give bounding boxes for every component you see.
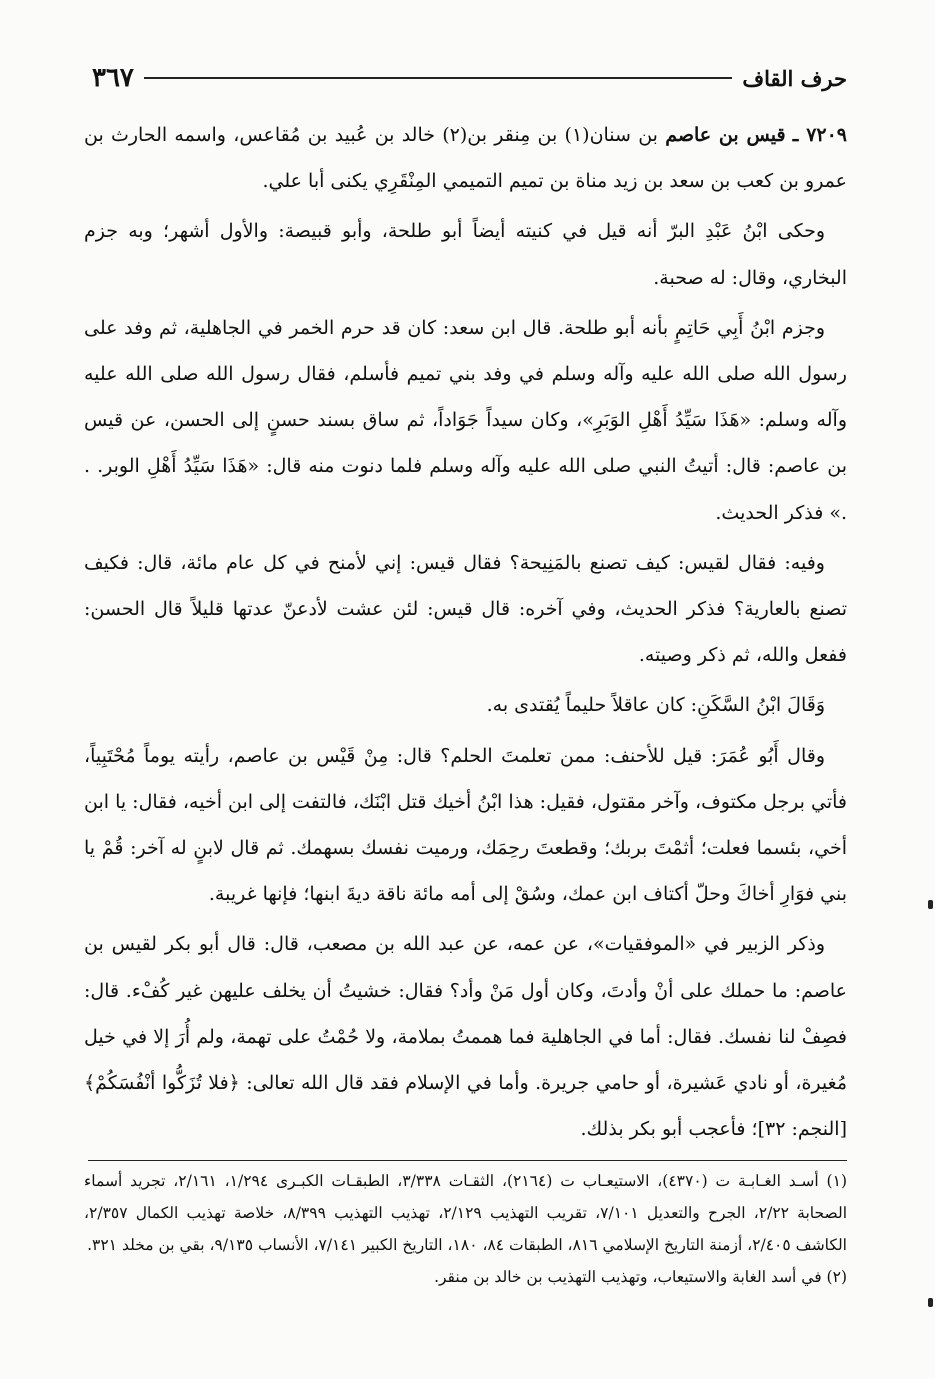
entry-name: قيس بن عاصم — [665, 124, 786, 146]
paragraph: وجزم ابْنُ أَبِي حَاتِمٍ بأنه أبو طلحة. قال ابن سعد: كان قد حرم الخمر في الجاهلية، ثم وفد على رسول الله صلى الله عليه وآله وسلم في وفد بني تميم فأسلم، فقال رسول الله صلى الله عليه وآله وسلم: «هَذَا سَيِّدُ أَهْلِ الوَبَرِ»، وكان سيداً جَوَاداً، ثم ساق بسند حسنٍ إلى الحسن، عن قيس بن عاصم: قال: أتيتُ النبي صلى الله عليه وآله وسلم فلما دنوت منه قال: «هَذَا سَيِّدُ أَهْلِ الوبر. . .» فذكر الحديث. — [84, 316, 847, 524]
header-rule — [144, 77, 732, 79]
paragraph: وذكر الزبير في «الموفقيات»، عن عمه، عن عبد الله بن مصعب، قال: قال أبو بكر لقيس بن عاصم: ما حملك على أنْ وأدتَ، وكان أول مَنْ وأد؟ فقال: خشيتُ أن يخلف عليهن غير كُفْء. قال: فصِفْ لنا نفسك. فقال: أما في الجاهلية فما هممتُ بملامة، ولا حُمْتُ على تهمة، ولم أُرَ إلا في خيل مُغيرة، أو نادي عَشيرة، أو حامي جريرة. وأما في الإسلام فقد قال الله تعالى: ﴿فلا تُزَكُّوا أنْفُسَكُمْ﴾ [النجم: ٣٢]؛ فأعجب أبو بكر بذلك. — [84, 933, 847, 1141]
footnote: (٢) في أسد الغابة والاستيعاب، وتهذيب التهذيب بن خالد بن منقر. — [434, 1268, 847, 1286]
page-number: ٣٦٧ — [92, 63, 134, 93]
paragraph: وفيه: فقال لقيس: كيف تصنع بالمَنِيحة؟ فقال قيس: إني لأمنح في كل عام مائة، قال: فكيف تصنع بالعارية؟ فذكر الحديث، وفي آخره: قال قيس: لئن عشت لأدعنّ عدتها قليلاً قال الحسن: ففعل والله، ثم ذكر وصيته. — [84, 551, 847, 667]
footnotes — [84, 1165, 847, 1293]
paragraph: وَقَالَ ابْنُ السَّكَنِ: كان عاقلاً حليماً يُقتدى به. — [486, 694, 825, 717]
margin-mark — [928, 900, 933, 909]
entry-paragraph — [84, 112, 847, 204]
entry-number: ٧٢٠٩ ـ — [792, 124, 848, 146]
footnote-divider — [88, 1160, 847, 1161]
page-header — [92, 58, 847, 98]
paragraph: وقال أَبُو عُمَرَ: قيل للأحنف: ممن تعلمتَ الحلم؟ قال: مِنْ قَيْس بن عاصم، رأيته يوماً مُحْتَبِياً، فأتي برجل مكتوف، وآخر مقتول، فقيل: هذا ابْنُ أخيك قتل ابْنَك، فالتفت إلى ابن أخيه، فقال: يا ابن أخي، بئسما فعلت؛ أثمْتَ بربك؛ وقطعتَ رحِمَك، ورميت نفسك بسهمك. ثم قال لابنٍ له آخر: قُمْ يا بني فوَارِ أخاكَ وحلّ أكتاف ابن عمك، وسُقْ إلى أمه مائة ناقة ديةَ ابنها؛ فإنها غريبة. — [84, 744, 847, 906]
footnote: (١) أسـد الغـابـة ت (٤٣٧٠)، الاستيعـاب ت (٢١٦٤)، الثقـات ٣/٣٣٨، الطبقـات الكبـرى ١/٢٩٤، ٢/١٦١، تجريد أسماء الصحابة ٢/٢٢، الجرح والتعديل ٧/١٠١، تقريب التهذيب ٢/١٢٩، تهذيب التهذيب ٨/٣٩٩، خلاصة تهذيب الكمال ٢/٣٥٧، الكاشف ٢/٤٠٥، أزمنة التاريخ الإسلامي ٨١٦، الطبقات ٨٤، ١٨٠، التاريخ الكبير ٧/١٤١، الأنساب ٩/١٣٥، بقي بن مخلد ٣٢١. — [84, 1172, 848, 1254]
main-text — [84, 112, 847, 1152]
entry-lineage: بن سنان(١) بن مِنقر بن(٢) خالد بن عُبيد بن مُقاعس، واسمه الحارث بن عمرو بن كعب بن سعد بن زيد مناة بن تميم التميمي المِنْقَرِي يكنى أبا علي. — [84, 124, 847, 193]
running-title: حرف القاف — [742, 65, 847, 91]
paragraph: وحكى ابْنُ عَبْدِ البرّ أنه قيل في كنيته أيضاً أبو طلحة، وأبو قبيصة: والأول أشهر؛ وبه جزم البخاري، وقال: له صحبة. — [84, 220, 847, 289]
margin-mark — [928, 1298, 933, 1307]
